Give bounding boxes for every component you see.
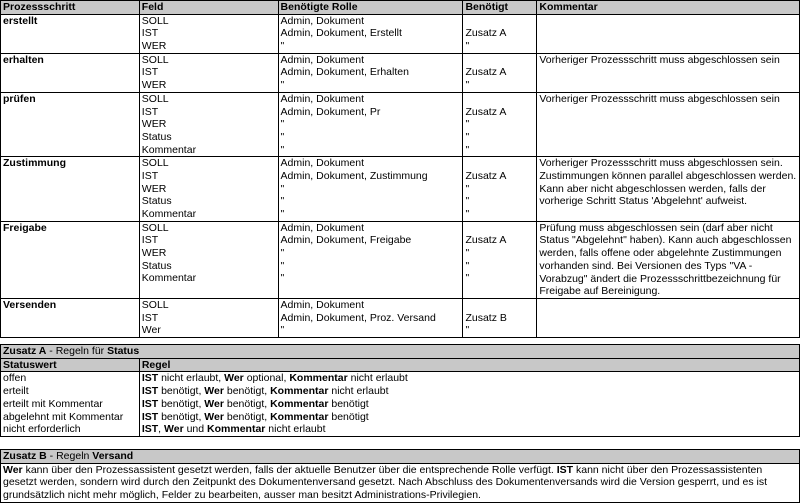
role-value-cell [278,92,463,156]
process-step-row [1,221,800,298]
rule-text: benötigt, [158,397,205,410]
role-value: Admin, Dokument [280,92,364,105]
header-row [1,1,800,15]
versand-text: kann über den Prozessassistent gesetzt werden, falls der aktuelle Benutzer über die entsprechende Rolle verfügt. [22,463,557,476]
required-value-cell [463,53,537,92]
required-value-cell [463,298,537,337]
role-value: Admin, Dokument [280,53,364,66]
comment-text: Vorheriger Prozessschritt muss abgeschlossen sein. Zustimmungen können parallel abgeschlossen werden. Kann aber nicht abgeschlossen werden, falls der vorherige Schritt Status 'Abgelehnt' aufweist. [539,157,797,208]
field-value-cell [139,157,278,221]
zusatz-a-col-regel: Regel [139,358,799,372]
zusatz-b-table [0,449,800,503]
field-value-cell [139,298,278,337]
zusatz-a-row [1,411,800,424]
header-prozessschritt: Prozessschritt [1,1,140,15]
rule-keyword: IST [141,397,159,410]
field-value-cell [139,92,278,156]
role-value: Admin, Dokument, Pr [280,105,381,118]
field-value: SOLL [141,92,169,105]
versand-keyword: IST [556,463,574,476]
field-value: SOLL [141,298,169,311]
role-value: Admin, Dokument, Erstellt [280,27,402,40]
zusatz-a-title-bold: Zusatz A [3,345,47,357]
zusatz-a-title-mid: - Regeln für [46,345,108,357]
rule-text: und [183,423,208,436]
field-value: Status [141,195,172,208]
field-value: WER [141,40,167,53]
header-feld: Feld [139,1,278,15]
field-value: IST [141,66,159,79]
zusatz-a-row [1,372,800,385]
field-value: WER [141,118,167,131]
field-value-cell [139,53,278,92]
field-value: SOLL [141,157,169,170]
required-value: Zusatz A [465,169,507,182]
required-value: Zusatz A [465,66,507,79]
comment-cell [537,92,800,156]
required-value: Zusatz B [465,311,507,324]
role-value: " [280,130,285,143]
zusatz-b-title-row [1,450,800,464]
required-value: " [465,247,470,260]
role-value: Admin, Dokument, Freigabe [280,234,412,247]
required-value: " [465,259,470,272]
required-value-cell [463,221,537,298]
role-value-cell [278,221,463,298]
required-value: " [465,79,470,92]
zusatz-a-status: abgelehnt mit Kommentar [1,411,140,424]
required-value-cell [463,157,537,221]
role-value: " [280,247,285,260]
required-value: " [465,272,470,285]
rule-keyword: IST [141,385,159,398]
field-value: Status [141,259,172,272]
comment-cell [537,221,800,298]
zusatz-a-colhead [1,358,800,372]
role-value: " [280,143,285,156]
versand-keyword: Wer [3,463,23,476]
required-value: " [465,182,470,195]
zusatz-a-col-status: Statuswert [1,358,140,372]
role-value-cell [278,298,463,337]
rule-keyword: Wer [204,397,224,410]
role-value: Admin, Dokument [280,157,364,170]
rule-keyword: Kommentar [270,397,329,410]
zusatz-a-rule [139,411,799,424]
required-value: " [465,118,470,131]
zusatz-a-title-bold2: Status [107,345,140,357]
field-value: Wer [141,324,161,337]
role-value: Admin, Dokument [280,221,364,234]
required-value-cell [463,92,537,156]
role-value: " [280,195,285,208]
comment-text: Prüfung muss abgeschlossen sein (darf aber nicht Status "Abgelehnt" haben). Kann auch abgeschlossen werden, falls offene oder abgelehnte Zustimmungen vorhanden sind. Bei Versionen des Typs "VA - Vorabzug" ändert die Prozessschrittbezeichnung für Freigabe auf Bereinigung. [539,221,792,298]
role-value-cell [278,14,463,53]
process-step-name: erhalten [1,53,140,92]
zusatz-a-status: erteilt [1,385,140,398]
comment-cell [537,53,800,92]
comment-cell [537,298,800,337]
role-value: " [280,272,285,285]
required-value: Zusatz A [465,234,507,247]
zusatz-b-title-mid: - Regeln [46,450,93,462]
rule-keyword: Wer [164,423,184,436]
rule-keyword: IST [141,410,159,423]
header-benoetigt: Benötigt [463,1,537,15]
required-value: " [465,195,470,208]
field-value-cell [139,14,278,53]
zusatz-a-row [1,398,800,411]
field-value-cell [139,221,278,298]
zusatz-b-text-row [1,463,800,502]
required-value [465,222,534,235]
role-value: " [280,324,285,337]
role-value: Admin, Dokument, Zustimmung [280,169,428,182]
process-step-row [1,298,800,337]
rule-text: nicht erlaubt [328,385,389,398]
rule-keyword: Kommentar [270,385,329,398]
rule-keyword: Kommentar [207,423,266,436]
required-value [465,299,534,312]
zusatz-a-rule [139,423,799,436]
process-step-name: Zustimmung [1,157,140,221]
role-value: " [280,118,285,131]
role-value: " [280,208,285,221]
field-value: WER [141,247,167,260]
zusatz-a-status: offen [1,372,140,385]
role-value-cell [278,53,463,92]
required-value-cell [463,14,537,53]
process-step-row [1,14,800,53]
rule-text: benötigt, [158,385,205,398]
required-value: " [465,40,470,53]
process-step-row [1,157,800,221]
zusatz-a-rule [139,385,799,398]
zusatz-a-table [0,344,800,437]
rule-keyword: Kommentar [270,410,329,423]
rule-text: benötigt, [158,410,205,423]
process-step-name: erstellt [1,14,140,53]
rule-keyword: Wer [224,372,244,385]
field-value: IST [141,234,159,247]
zusatz-a-status: erteilt mit Kommentar [1,398,140,411]
process-step-name: Versenden [1,298,140,337]
required-value: " [465,208,470,221]
field-value: WER [141,182,167,195]
required-value [465,93,534,106]
field-value: IST [141,27,159,40]
zusatz-a-title-row [1,345,800,359]
comment-cell [537,14,800,53]
rule-keyword: Kommentar [289,372,348,385]
zusatz-b-text [1,463,800,502]
process-step-row [1,53,800,92]
field-value: SOLL [141,221,169,234]
rule-text: optional, [243,372,290,385]
role-value: " [280,259,285,272]
field-value: Kommentar [141,272,197,285]
rule-text: nicht erlaubt [347,372,408,385]
required-value [465,54,534,67]
comment-text: Vorheriger Prozessschritt muss abgeschlossen sein [539,92,780,105]
role-value: " [280,182,285,195]
process-step-name: Freigabe [1,221,140,298]
process-step-name: prüfen [1,92,140,156]
field-value: SOLL [141,53,169,66]
zusatz-b-title-bold2: Versand [92,450,134,462]
field-value: Kommentar [141,143,197,156]
role-value: " [280,40,285,53]
required-value: " [465,143,470,156]
rule-text: benötigt, [223,410,271,423]
field-value: WER [141,79,167,92]
field-value: Kommentar [141,208,197,221]
role-value: " [280,79,285,92]
rule-text: benötigt, [223,397,271,410]
role-value: Admin, Dokument, Erhalten [280,66,409,79]
role-value: Admin, Dokument [280,14,364,27]
rule-text: benötigt, [223,385,271,398]
header-kommentar: Kommentar [537,1,800,15]
rule-keyword: IST [141,372,159,385]
required-value [465,15,534,28]
required-value: " [465,324,470,337]
required-value: Zusatz A [465,27,507,40]
field-value: Status [141,130,172,143]
field-value: IST [141,311,159,324]
required-value: Zusatz A [465,105,507,118]
field-value: SOLL [141,14,169,27]
role-value: Admin, Dokument [280,298,364,311]
process-step-row [1,92,800,156]
rule-text: benötigt [328,397,369,410]
versand-text: kann nicht über den Prozessassistenten gesetzt werden, sondern wird durch den Zeitpunkt des Dokumentenversand gesetzt. Nach Abschluss des Dokumentenversands wird die Version gesperrt, und es ist grundsätzlich nicht mehr möglich, Felder zu bearbeiten, ausser man besitzt Administrations-Privilegien. [3,463,767,502]
rule-keyword: Wer [204,410,224,423]
field-value: IST [141,169,159,182]
comment-text: Vorheriger Prozessschritt muss abgeschlossen sein [539,53,780,66]
zusatz-a-rule [139,372,799,385]
rule-text: benötigt [328,410,369,423]
rule-keyword: IST [141,423,159,436]
rule-text: nicht erlaubt, [158,372,225,385]
required-value: " [465,130,470,143]
field-value: IST [141,105,159,118]
zusatz-b-title [1,450,800,464]
zusatz-a-row [1,385,800,398]
header-benoetigte-rolle: Benötigte Rolle [278,1,463,15]
zusatz-a-row [1,423,800,436]
rule-text: nicht erlaubt [265,423,326,436]
rule-keyword: Wer [204,385,224,398]
zusatz-a-rule [139,398,799,411]
comment-cell [537,157,800,221]
role-value: Admin, Dokument, Proz. Versand [280,311,436,324]
required-value [465,157,534,170]
zusatz-a-status: nicht erforderlich [1,423,140,436]
rule-text: , [158,423,165,436]
zusatz-a-title [1,345,800,359]
zusatz-b-title-bold: Zusatz B [3,450,47,462]
role-value-cell [278,157,463,221]
